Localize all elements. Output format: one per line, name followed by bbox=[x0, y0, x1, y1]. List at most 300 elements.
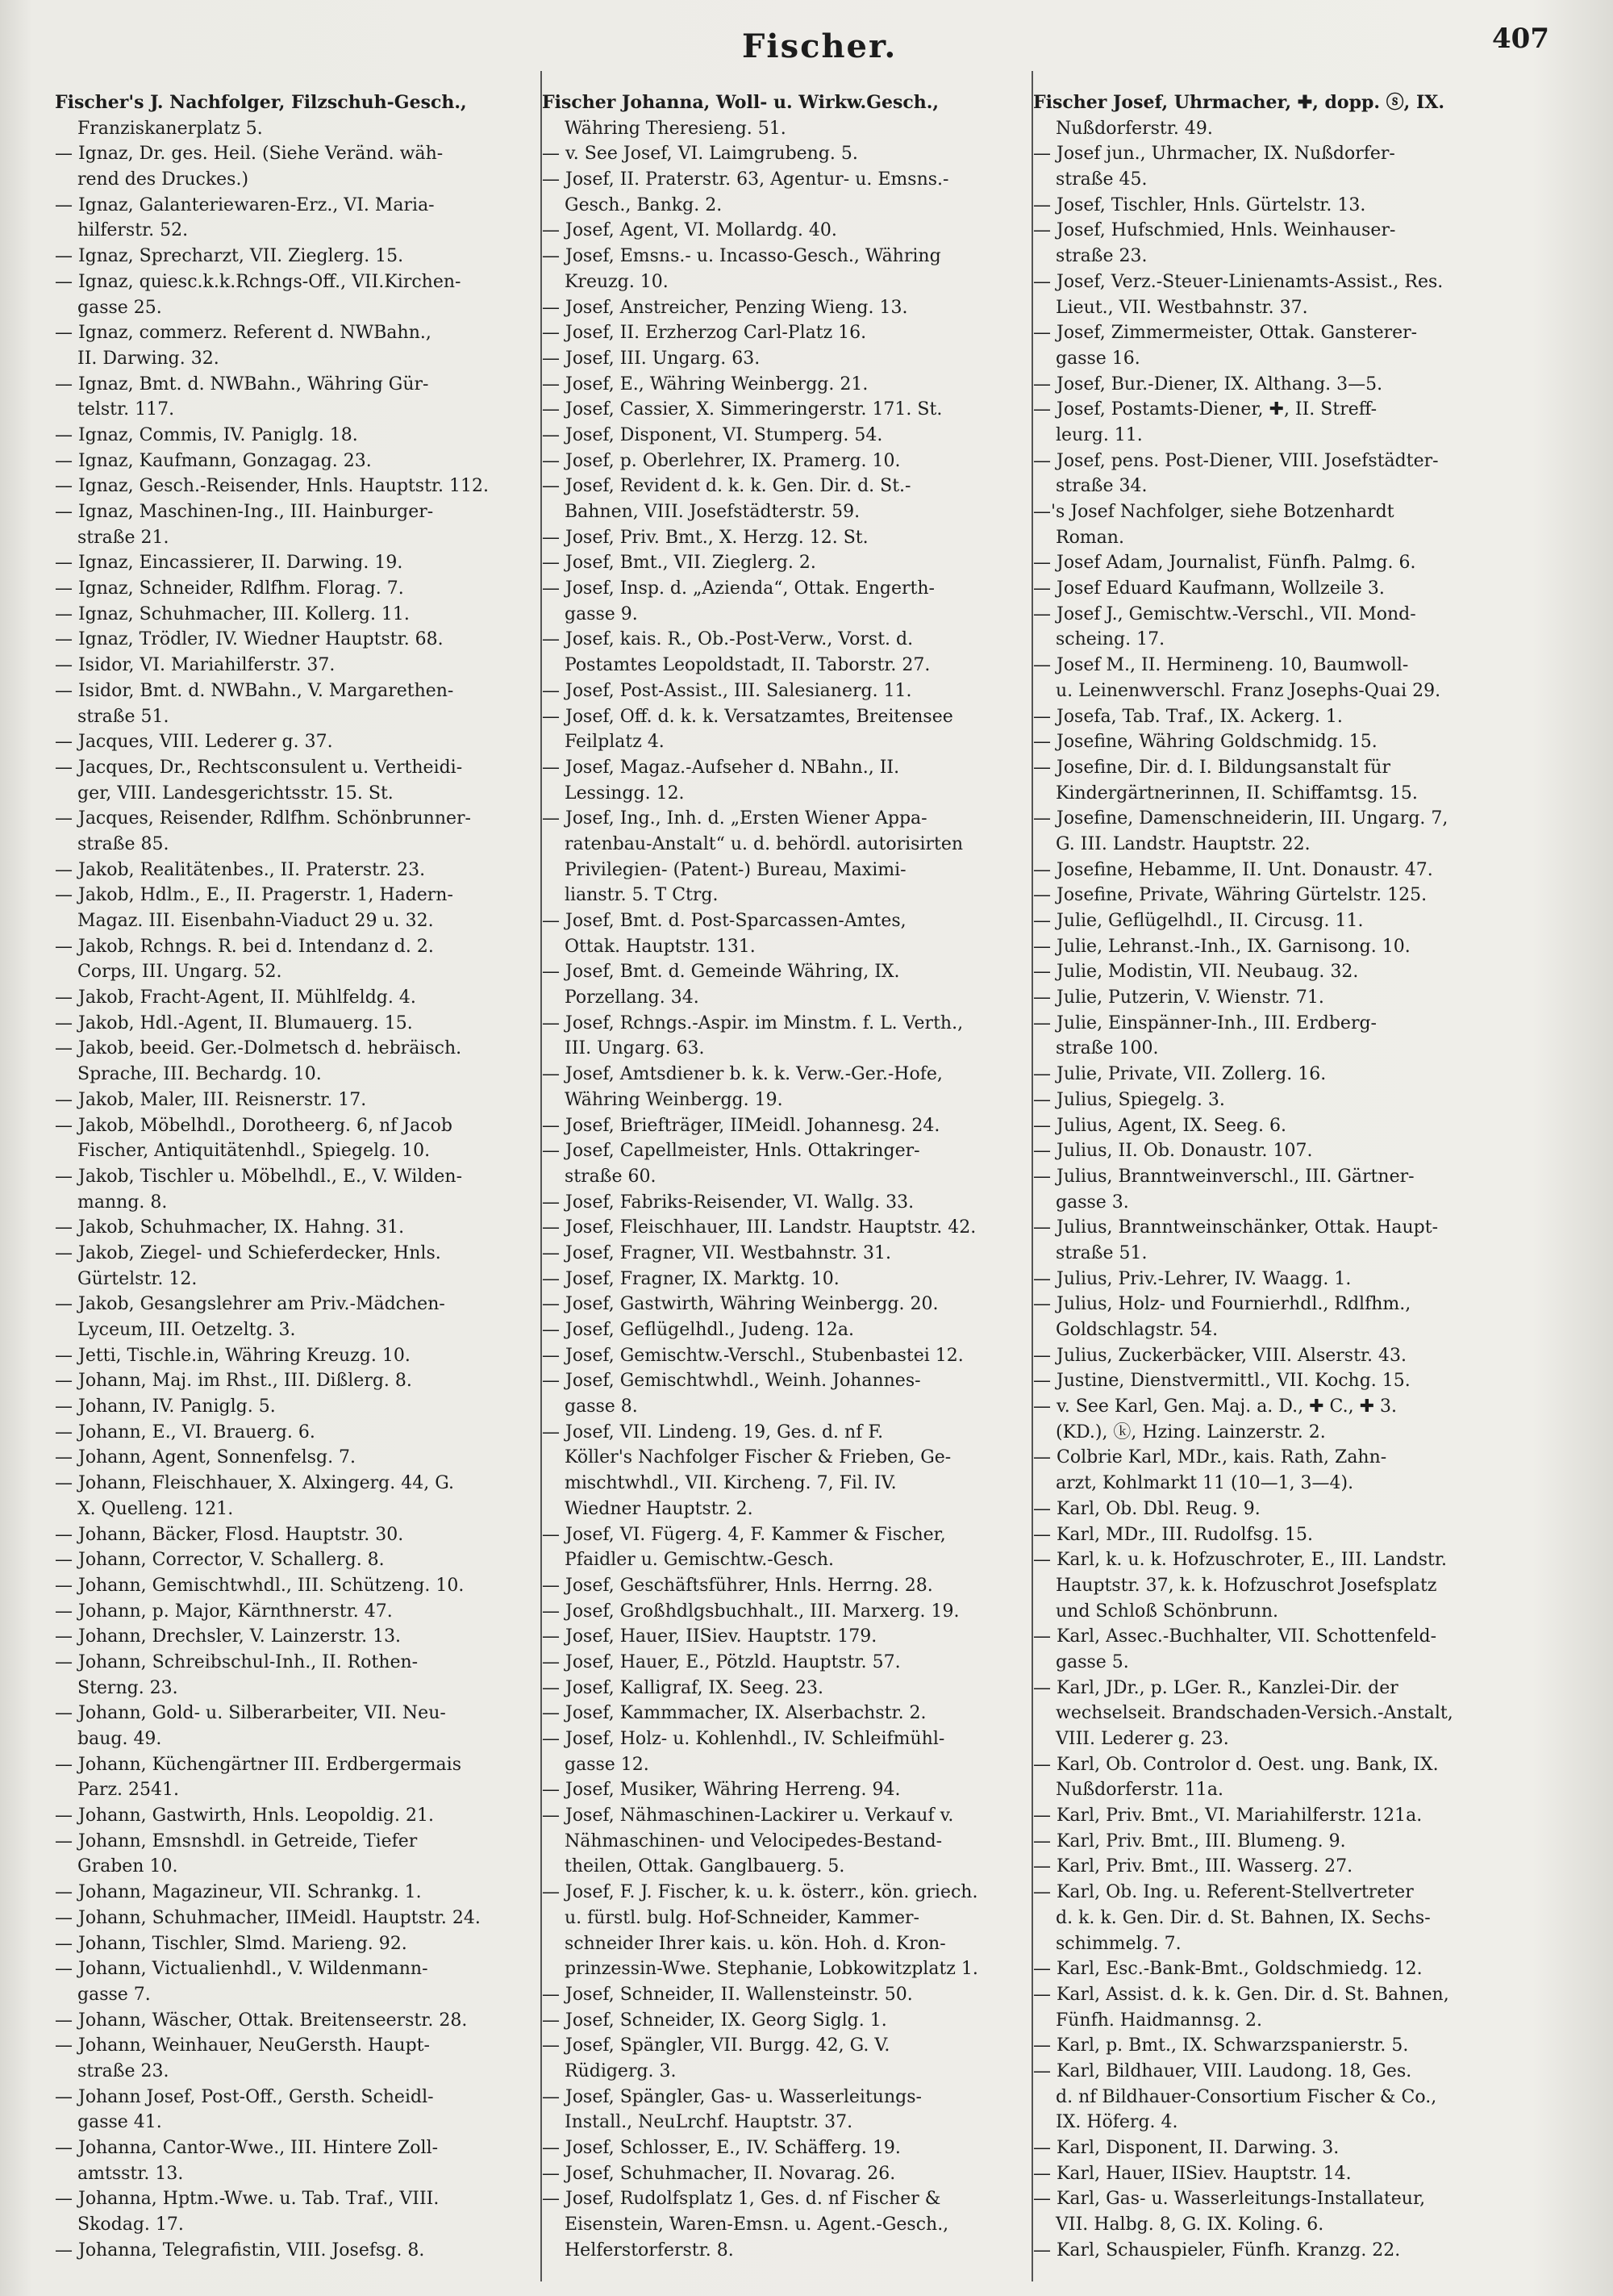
directory-entry bbox=[542, 1190, 1032, 1216]
entry-line: prinzessin-Wwe. Stephanie, Lobkowitzplatz 1. bbox=[565, 1959, 978, 1980]
entry-line: X. Quelleng. 121. bbox=[77, 1498, 234, 1519]
directory-entry bbox=[542, 1062, 1032, 1113]
entry-line: Skodag. 17. bbox=[77, 2215, 184, 2235]
entry-line: — Karl, k. u. k. Hofzuschroter, E., III. Landstr. bbox=[1033, 1550, 1447, 1571]
entry-line: — Josef, Insp. d. „Azienda“, Ottak. Engerth- bbox=[542, 578, 935, 599]
entry-line: Fischer's J. Nachfolger, Filzschuh-Gesch., bbox=[55, 92, 467, 113]
directory-entry bbox=[55, 1471, 543, 1522]
directory-entry bbox=[542, 218, 1032, 244]
directory-entry bbox=[55, 1547, 543, 1573]
directory-entry bbox=[542, 167, 1032, 218]
entry-line: — Ignaz, Schuhmacher, III. Kollerg. 11. bbox=[55, 603, 410, 624]
entry-line: Sterng. 23. bbox=[77, 1677, 178, 1698]
entry-line: — Karl, Priv. Bmt., III. Blumeng. 9. bbox=[1033, 1831, 1346, 1851]
entry-line: Lessingg. 12. bbox=[565, 783, 685, 804]
entry-line: Gürtelstr. 12. bbox=[77, 1268, 198, 1289]
directory-entry bbox=[542, 1573, 1032, 1599]
entry-line: — Jakob, Möbelhdl., Dorotheerg. 6, nf Jacob bbox=[55, 1115, 452, 1136]
directory-entry bbox=[542, 755, 1032, 806]
entry-line: — Karl, Ob. Dbl. Reug. 9. bbox=[1033, 1498, 1261, 1519]
entry-line: und Schloß Schönbrunn. bbox=[1056, 1601, 1279, 1622]
entry-line: Sprache, III. Bechardg. 10. bbox=[77, 1064, 322, 1085]
entry-line: ger, VIII. Landesgerichtsstr. 15. St. bbox=[77, 783, 394, 804]
directory-entry bbox=[55, 1087, 543, 1113]
directory-entry bbox=[1033, 1982, 1527, 2033]
directory-entry bbox=[1033, 576, 1527, 602]
entry-line: — Josefine, Dir. d. I. Bildungsanstalt für bbox=[1033, 757, 1390, 778]
entry-line: — Josef, Rudolfsplatz 1, Ges. d. nf Fischer & bbox=[542, 2189, 941, 2210]
entry-line: — Josef, Emsns.- u. Incasso-Gesch., Währing bbox=[542, 246, 941, 267]
entry-line: — Isidor, Bmt. d. NWBahn., V. Margarethen- bbox=[55, 680, 454, 701]
entry-line: — Josef, Gemischtwhdl., Weinh. Johannes- bbox=[542, 1371, 921, 1392]
directory-entry bbox=[55, 1215, 543, 1241]
entry-line: Helferstorferstr. 8. bbox=[565, 2240, 734, 2261]
directory-entry bbox=[55, 729, 543, 755]
directory-entry bbox=[1033, 1164, 1527, 1215]
entry-line: Fischer, Antiquitätenhdl., Spiegelg. 10. bbox=[77, 1141, 431, 1162]
directory-entry bbox=[55, 1343, 543, 1369]
entry-line: — Josefine, Hebamme, II. Unt. Donaustr. 47. bbox=[1033, 859, 1433, 880]
directory-entry bbox=[542, 678, 1032, 704]
entry-line: — Johann, Weinhauer, NeuGersth. Haupt- bbox=[55, 2035, 430, 2056]
entry-line: arzt, Kohlmarkt 11 (10—1, 3—4). bbox=[1056, 1473, 1354, 1494]
directory-entry bbox=[55, 1880, 543, 1906]
entry-line: Lyceum, III. Oetzeltg. 3. bbox=[77, 1320, 296, 1340]
entry-line: — Johann, E., VI. Brauerg. 6. bbox=[55, 1421, 315, 1442]
entry-line: — Ignaz, quiesc.k.k.Rchngs-Off., VII.Kirchen- bbox=[55, 271, 461, 292]
entry-line: — Jakob, Ziegel- und Schieferdecker, Hnls. bbox=[55, 1242, 441, 1263]
entry-line: — v. See Karl, Gen. Maj. a. D., ✚ C., ✚ 3. bbox=[1033, 1396, 1397, 1417]
directory-entry bbox=[55, 423, 543, 449]
entry-line: Ottak. Hauptstr. 131. bbox=[565, 936, 756, 957]
directory-entry bbox=[55, 320, 543, 371]
entry-line: — Karl, Bildhauer, VIII. Laudong. 18, Ges. bbox=[1033, 2060, 1412, 2081]
entry-line: — Josef, VII. Lindeng. 19, Ges. d. nf F. bbox=[542, 1421, 884, 1442]
directory-entry bbox=[542, 1138, 1032, 1189]
directory-entry bbox=[1033, 397, 1527, 448]
entry-line: leurg. 11. bbox=[1056, 424, 1143, 445]
entry-line: straße 34. bbox=[1056, 476, 1148, 497]
directory-entry bbox=[1033, 550, 1527, 576]
entry-line: — Josef, Agent, VI. Mollardg. 40. bbox=[542, 220, 837, 241]
directory-entry bbox=[55, 1956, 543, 2007]
entry-line: — Jakob, Hdlm., E., II. Pragerstr. 1, Hadern- bbox=[55, 885, 453, 906]
directory-entry bbox=[542, 908, 1032, 959]
entry-line: wechselseit. Brandschaden-Versich.-Anstalt, bbox=[1056, 1703, 1453, 1724]
entry-line: d. k. k. Gen. Dir. d. St. Bahnen, IX. Sechs- bbox=[1056, 1907, 1431, 1928]
entry-line: — Jakob, Fracht-Agent, II. Mühlfeldg. 4. bbox=[55, 987, 416, 1008]
directory-entry bbox=[55, 1650, 543, 1701]
directory-entry bbox=[1033, 1803, 1527, 1829]
entry-line: — Josefine, Private, Währing Gürtelstr. 125. bbox=[1033, 885, 1428, 906]
directory-entry bbox=[1033, 1267, 1527, 1292]
directory-entry bbox=[55, 269, 543, 320]
entry-line: — Julius, Agent, IX. Seeg. 6. bbox=[1033, 1115, 1286, 1136]
directory-entry bbox=[55, 1803, 543, 1829]
entry-line: — Josef, Musiker, Währing Herreng. 94. bbox=[542, 1780, 901, 1801]
entry-line: Install., NeuLrchf. Hauptstr. 37. bbox=[565, 2112, 853, 2133]
entry-line: Magaz. III. Eisenbahn-Viaduct 29 u. 32. bbox=[77, 911, 434, 931]
directory-entry bbox=[1033, 1343, 1527, 1369]
entry-line: — Josef, Bmt. d. Gemeinde Währing, IX. bbox=[542, 962, 900, 983]
directory-entry bbox=[55, 985, 543, 1011]
entry-line: Bahnen, VIII. Josefstädterstr. 59. bbox=[565, 502, 861, 522]
directory-entry bbox=[1033, 602, 1527, 653]
directory-entry bbox=[55, 1292, 543, 1342]
directory-entry bbox=[1033, 1368, 1527, 1394]
entry-line: — Julie, Putzerin, V. Wienstr. 71. bbox=[1033, 987, 1324, 1008]
entry-line: Hauptstr. 37, k. k. Hofzuschrot Josefsplatz bbox=[1056, 1575, 1437, 1596]
entry-line: — Jakob, Hdl.-Agent, II. Blumauerg. 15. bbox=[55, 1012, 413, 1033]
directory-entry bbox=[55, 1829, 543, 1880]
directory-entry bbox=[1033, 1011, 1527, 1062]
directory-entry bbox=[55, 499, 543, 550]
entry-line: — Jakob, Schuhmacher, IX. Hahng. 31. bbox=[55, 1217, 405, 1238]
column-1 bbox=[55, 90, 543, 2277]
entry-line: — Josef, Priv. Bmt., X. Herzg. 12. St. bbox=[542, 527, 869, 548]
entry-line: — Julius, Spiegelg. 3. bbox=[1033, 1089, 1225, 1110]
directory-entry bbox=[542, 372, 1032, 398]
directory-entry bbox=[542, 525, 1032, 551]
entry-line: (KD.), ⓚ, Hzing. Lainzerstr. 2. bbox=[1056, 1421, 1326, 1442]
entry-line: — Josef, Bur.-Diener, IX. Althang. 3—5. bbox=[1033, 374, 1383, 394]
entry-line: — Johann Josef, Post-Off., Gersth. Scheidl- bbox=[55, 2086, 434, 2107]
entry-line: Köller's Nachfolger Fischer & Frieben, Ge- bbox=[565, 1447, 952, 1468]
entry-line: — Josef, Amtsdiener b. k. k. Verw.-Ger.-Hofe, bbox=[542, 1064, 943, 1085]
entry-line: straße 45. bbox=[1056, 169, 1148, 190]
entry-line: — Julie, Modistin, VII. Neubaug. 32. bbox=[1033, 962, 1359, 983]
entry-line: scheing. 17. bbox=[1056, 629, 1165, 650]
entry-line: — Johann, Maj. im Rhst., III. Dißlerg. 8. bbox=[55, 1371, 412, 1392]
directory-entry bbox=[1033, 1956, 1527, 1982]
entry-line: — Josef, Anstreicher, Penzing Wieng. 13. bbox=[542, 297, 908, 318]
entry-line: Postamtes Leopoldstadt, II. Taborstr. 27. bbox=[565, 655, 931, 676]
directory-entry bbox=[1033, 1547, 1527, 1624]
entry-line: — Josef, Zimmermeister, Ottak. Gansterer- bbox=[1033, 323, 1418, 344]
directory-entry bbox=[542, 1880, 1032, 1982]
entry-line: — Josef, Nähmaschinen-Lackirer u. Verkauf v. bbox=[542, 1805, 954, 1826]
entry-line: — Josef, VI. Fügerg. 4, F. Kammer & Fischer, bbox=[542, 1524, 946, 1545]
entry-line: — Karl, Disponent, II. Darwing. 3. bbox=[1033, 2138, 1340, 2158]
directory-entry bbox=[55, 1241, 543, 1292]
column-2 bbox=[542, 90, 1032, 2277]
directory-entry bbox=[55, 883, 543, 933]
entry-line: Pfaidler u. Gemischtw.-Gesch. bbox=[565, 1550, 835, 1571]
entry-line: — Josef, Spängler, VII. Burgg. 42, G. V. bbox=[542, 2035, 890, 2056]
directory-entry bbox=[1033, 1829, 1527, 1855]
entry-line: — Josef, Holz- u. Kohlenhdl., IV. Schleifmühl- bbox=[542, 1729, 945, 1749]
directory-entry bbox=[1033, 1062, 1527, 1087]
directory-entry bbox=[542, 474, 1032, 524]
entry-line: — Josef Adam, Journalist, Fünfh. Palmg. 6. bbox=[1033, 553, 1416, 574]
directory-entry bbox=[55, 1445, 543, 1471]
directory-entry bbox=[55, 2238, 543, 2264]
entry-line: baug. 49. bbox=[77, 1729, 162, 1749]
entry-line: — Johann, Emsnshdl. in Getreide, Tiefer bbox=[55, 1831, 418, 1851]
entry-line: — Karl, Priv. Bmt., III. Wasserg. 27. bbox=[1033, 1856, 1353, 1877]
entry-line: rend des Druckes.) bbox=[77, 169, 249, 190]
directory-entry bbox=[1033, 1394, 1527, 1445]
entry-line: — Julius, Holz- und Fournierhdl., Rdlfhm., bbox=[1033, 1294, 1411, 1315]
directory-entry bbox=[542, 1982, 1032, 2008]
directory-entry bbox=[55, 2186, 543, 2237]
entry-line: — Josef, Bmt., VII. Zieglerg. 2. bbox=[542, 553, 816, 574]
entry-line: Parz. 2541. bbox=[77, 1780, 180, 1801]
directory-entry bbox=[542, 1701, 1032, 1726]
entry-line: — Josef, II. Praterstr. 63, Agentur- u. Emsns.- bbox=[542, 169, 949, 190]
entry-line: — Karl, Ob. Controlor d. Oest. ung. Bank, IX. bbox=[1033, 1754, 1439, 1775]
directory-entry bbox=[55, 372, 543, 423]
entry-line: — Karl, Assist. d. k. k. Gen. Dir. d. St. Bahnen, bbox=[1033, 1984, 1449, 2005]
entry-line: — Karl, Esc.-Bank-Bmt., Goldschmiedg. 12. bbox=[1033, 1959, 1423, 1980]
entry-line: II. Darwing. 32. bbox=[77, 348, 219, 369]
entry-line: ratenbau-Anstalt“ u. d. behördl. autorisirten bbox=[565, 833, 964, 854]
directory-entry bbox=[542, 2186, 1032, 2263]
entry-line: Fischer Johanna, Woll- u. Wirkw.Gesch., bbox=[542, 92, 940, 113]
directory-entry bbox=[542, 1113, 1032, 1139]
directory-entry bbox=[1033, 141, 1527, 192]
directory-entry bbox=[1033, 269, 1527, 320]
entry-line: — Josef, Magaz.-Aufseher d. NBahn., II. bbox=[542, 757, 900, 778]
entry-line: —'s Josef Nachfolger, siehe Botzenhardt bbox=[1033, 502, 1394, 522]
directory-entry bbox=[542, 1726, 1032, 1777]
entry-line: Nähmaschinen- und Velocipedes-Bestand- bbox=[565, 1831, 943, 1851]
directory-entry bbox=[542, 1803, 1032, 1880]
entry-line: — Josef, Tischler, Hnls. Gürtelstr. 13. bbox=[1033, 194, 1366, 215]
entry-line: — Josef, Off. d. k. k. Versatzamtes, Breitensee bbox=[542, 706, 953, 727]
entry-line: — Josefine, Währing Goldschmidg. 15. bbox=[1033, 732, 1378, 753]
directory-entry bbox=[55, 806, 543, 857]
entry-line: — Jacques, Dr., Rechtsconsulent u. Vertheidi- bbox=[55, 757, 463, 778]
directory-entry bbox=[542, 1777, 1032, 1803]
directory-entry bbox=[55, 141, 543, 192]
entry-line: — Josef, Hauer, IISiev. Hauptstr. 179. bbox=[542, 1626, 877, 1647]
directory-entry bbox=[55, 627, 543, 653]
directory-entry bbox=[542, 295, 1032, 321]
page-number: 407 bbox=[1492, 23, 1549, 55]
entry-line: Feilplatz 4. bbox=[565, 732, 665, 753]
entry-line: straße 23. bbox=[1056, 246, 1148, 267]
entry-line: — Josef, III. Ungarg. 63. bbox=[542, 348, 761, 369]
directory-entry bbox=[542, 90, 1032, 141]
entry-line: — Julie, Geflügelhdl., II. Circusg. 11. bbox=[1033, 911, 1364, 931]
entry-line: gasse 8. bbox=[565, 1396, 638, 1417]
directory-entry bbox=[542, 2033, 1032, 2084]
directory-entry bbox=[55, 1011, 543, 1037]
directory-entry bbox=[542, 1241, 1032, 1267]
entry-line: — Josef jun., Uhrmacher, IX. Nußdorfer- bbox=[1033, 144, 1395, 165]
directory-entry bbox=[55, 2008, 543, 2034]
entry-line: — Jakob, Gesangslehrer am Priv.-Mädchen- bbox=[55, 1294, 445, 1315]
entry-line: — Josefa, Tab. Traf., IX. Ackerg. 1. bbox=[1033, 706, 1343, 727]
entry-line: III. Ungarg. 63. bbox=[565, 1038, 705, 1059]
entry-line: Währing Theresieng. 51. bbox=[565, 118, 786, 139]
directory-entry bbox=[542, 449, 1032, 474]
entry-line: — Johann, Victualienhdl., V. Wildenmann- bbox=[55, 1959, 428, 1980]
directory-entry bbox=[542, 397, 1032, 423]
entry-line: theilen, Ottak. Ganglbauerg. 5. bbox=[565, 1856, 845, 1877]
entry-line: — Josef, Disponent, VI. Stumperg. 54. bbox=[542, 424, 883, 445]
entry-line: — Ignaz, Eincassierer, II. Darwing. 19. bbox=[55, 553, 403, 574]
directory-entry bbox=[542, 1368, 1032, 1419]
entry-line: — Josef J., Gemischtw.-Verschl., VII. Mond- bbox=[1033, 603, 1416, 624]
entry-line: — Jakob, Realitätenbes., II. Praterstr. 23. bbox=[55, 859, 426, 880]
entry-line: Gesch., Bankg. 2. bbox=[565, 194, 723, 215]
directory-entry bbox=[55, 1752, 543, 1803]
directory-entry bbox=[55, 678, 543, 729]
entry-line: — Josef, II. Erzherzog Carl-Platz 16. bbox=[542, 323, 867, 344]
entry-line: — Karl, JDr., p. LGer. R., Kanzlei-Dir. der bbox=[1033, 1677, 1398, 1698]
entry-line: — Johann, Fleischhauer, X. Alxingerg. 44, G. bbox=[55, 1473, 454, 1494]
entry-line: — Julius, Priv.-Lehrer, IV. Waagg. 1. bbox=[1033, 1268, 1352, 1289]
directory-entry bbox=[55, 1906, 543, 1931]
entry-line: — Josef, Spängler, Gas- u. Wasserleitungs- bbox=[542, 2086, 922, 2107]
entry-line: — Ignaz, commerz. Referent d. NWBahn., bbox=[55, 323, 431, 344]
directory-entry bbox=[542, 1624, 1032, 1650]
directory-entry bbox=[542, 1650, 1032, 1676]
entry-line: gasse 41. bbox=[77, 2112, 162, 2133]
directory-entry bbox=[542, 2008, 1032, 2034]
entry-line: — Colbrie Karl, MDr., kais. Rath, Zahn- bbox=[1033, 1447, 1387, 1468]
entry-line: gasse 25. bbox=[77, 297, 162, 318]
entry-line: telstr. 117. bbox=[77, 399, 175, 420]
directory-entry bbox=[542, 550, 1032, 576]
page-title: Fischer. bbox=[742, 27, 898, 65]
directory-entry bbox=[1033, 193, 1527, 219]
entry-line: — Josef, Postamts-Diener, ✚, II. Streff- bbox=[1033, 399, 1378, 420]
directory-entry bbox=[55, 1394, 543, 1420]
entry-line: — Julius, Zuckerbäcker, VIII. Alserstr. 43. bbox=[1033, 1345, 1407, 1366]
entry-line: Roman. bbox=[1056, 527, 1124, 548]
entry-line: — Johann, Schuhmacher, IIMeidl. Hauptstr. 24. bbox=[55, 1907, 481, 1928]
entry-line: — Josef, Schuhmacher, II. Novarag. 26. bbox=[542, 2163, 896, 2184]
entry-line: gasse 7. bbox=[77, 1984, 151, 2005]
entry-line: IX. Höferg. 4. bbox=[1056, 2112, 1178, 2133]
entry-line: — Johann, Magazineur, VII. Schrankg. 1. bbox=[55, 1882, 422, 1903]
entry-line: Rüdigerg. 3. bbox=[565, 2060, 677, 2081]
column-3 bbox=[1033, 90, 1527, 2277]
entry-line: — Johann, Gold- u. Silberarbeiter, VII. Neu- bbox=[55, 1703, 446, 1724]
entry-line: d. nf Bildhauer-Consortium Fischer & Co., bbox=[1056, 2086, 1437, 2107]
entry-line: — Josef, Bmt. d. Post-Sparcassen-Amtes, bbox=[542, 911, 907, 931]
entry-line: straße 51. bbox=[77, 706, 169, 727]
directory-entry bbox=[55, 1931, 543, 1957]
entry-line: — Julius, Branntweinverschl., III. Gärtner- bbox=[1033, 1166, 1415, 1187]
entry-line: — Karl, Gas- u. Wasserleitungs-Installateur, bbox=[1033, 2189, 1426, 2210]
directory-entry bbox=[542, 1420, 1032, 1522]
entry-line: — Ignaz, Dr. ges. Heil. (Siehe Veränd. wäh- bbox=[55, 144, 444, 165]
directory-entry bbox=[55, 1164, 543, 1215]
directory-entry bbox=[1033, 1522, 1527, 1548]
entry-line: — Josef, Geschäftsführer, Hnls. Herrng. 28. bbox=[542, 1575, 933, 1596]
directory-entry bbox=[542, 959, 1032, 1010]
entry-line: — Johanna, Hptm.-Wwe. u. Tab. Traf., VIII. bbox=[55, 2189, 440, 2210]
entry-line: — Johann, Bäcker, Flosd. Hauptstr. 30. bbox=[55, 1524, 404, 1545]
entry-line: — v. See Josef, VI. Laimgrubeng. 5. bbox=[542, 144, 858, 165]
directory-entry bbox=[55, 550, 543, 576]
directory-entry bbox=[1033, 908, 1527, 934]
entry-line: — Josef, Schlosser, E., IV. Schäfferg. 19. bbox=[542, 2138, 901, 2158]
directory-entry bbox=[1033, 1138, 1527, 1164]
entry-line: — Julie, Einspänner-Inh., III. Erdberg- bbox=[1033, 1012, 1377, 1033]
entry-line: VII. Halbg. 8, G. IX. Koling. 6. bbox=[1056, 2215, 1324, 2235]
directory-entry bbox=[55, 244, 543, 269]
entry-line: straße 51. bbox=[1056, 1242, 1148, 1263]
directory-entry bbox=[55, 1420, 543, 1446]
entry-line: — Jacques, VIII. Lederer g. 37. bbox=[55, 732, 333, 753]
directory-entry bbox=[542, 2135, 1032, 2161]
directory-entry bbox=[1033, 372, 1527, 398]
entry-line: — Johann, Schreibschul-Inh., II. Rothen- bbox=[55, 1651, 419, 1672]
directory-entry bbox=[1033, 1752, 1527, 1803]
entry-line: — Karl, Priv. Bmt., VI. Mariahilferstr. 121a. bbox=[1033, 1805, 1423, 1826]
entry-line: gasse 5. bbox=[1056, 1651, 1129, 1672]
directory-entry bbox=[542, 1676, 1032, 1701]
directory-entry bbox=[542, 576, 1032, 627]
directory-entry bbox=[1033, 755, 1527, 806]
directory-entry bbox=[55, 1036, 543, 1087]
entry-line: gasse 12. bbox=[565, 1754, 649, 1775]
entry-line: — Josef, Briefträger, IIMeidl. Johannesg. 24. bbox=[542, 1115, 940, 1136]
directory-entry bbox=[542, 2085, 1032, 2135]
entry-line: Franziskanerplatz 5. bbox=[77, 118, 263, 139]
directory-entry bbox=[1033, 934, 1527, 960]
directory-entry bbox=[542, 141, 1032, 167]
entry-line: — Josef, Fleischhauer, III. Landstr. Hauptstr. 42. bbox=[542, 1217, 977, 1238]
entry-line: gasse 16. bbox=[1056, 348, 1140, 369]
entry-line: — Ignaz, Trödler, IV. Wiedner Hauptstr. 68. bbox=[55, 629, 444, 650]
entry-line: — Josef, Kammmacher, IX. Alserbachstr. 2. bbox=[542, 1703, 927, 1724]
entry-line: — Johann, Gemischtwhdl., III. Schützeng. 10. bbox=[55, 1575, 465, 1596]
directory-entry bbox=[542, 1292, 1032, 1317]
entry-line: — Ignaz, Bmt. d. NWBahn., Währing Gür- bbox=[55, 374, 429, 394]
entry-line: — Josef, Großhdlgsbuchhalt., III. Marxerg. 19. bbox=[542, 1601, 960, 1622]
entry-line: — Josef, Verz.-Steuer-Linienamts-Assist., Res. bbox=[1033, 271, 1444, 292]
entry-line: straße 100. bbox=[1056, 1038, 1159, 1059]
directory-entry bbox=[1033, 1087, 1527, 1113]
directory-entry bbox=[542, 1267, 1032, 1292]
entry-line: — Josef, E., Währing Weinbergg. 21. bbox=[542, 374, 869, 394]
entry-line: — Josef, Schneider, II. Wallensteinstr. 50. bbox=[542, 1984, 913, 2005]
directory-entry bbox=[1033, 1292, 1527, 1342]
entry-line: Wiedner Hauptstr. 2. bbox=[565, 1498, 753, 1519]
entry-line: — Josef, p. Oberlehrer, IX. Pramerg. 10. bbox=[542, 450, 901, 471]
directory-entry bbox=[1033, 499, 1527, 550]
entry-line: — Josef Eduard Kaufmann, Wollzeile 3. bbox=[1033, 578, 1385, 599]
entry-line: — Josef, Fabriks-Reisender, VI. Wallg. 33. bbox=[542, 1192, 915, 1213]
directory-entry bbox=[55, 1624, 543, 1650]
entry-line: straße 85. bbox=[77, 833, 169, 854]
entry-line: schimmelg. 7. bbox=[1056, 1933, 1182, 1954]
entry-line: gasse 9. bbox=[565, 603, 638, 624]
directory-entry bbox=[1033, 729, 1527, 755]
entry-line: lianstr. 5. T Ctrg. bbox=[565, 885, 719, 906]
entry-line: — Johanna, Cantor-Wwe., III. Hintere Zoll- bbox=[55, 2138, 439, 2158]
entry-line: — Josef, Capellmeister, Hnls. Ottakringer- bbox=[542, 1141, 920, 1162]
directory-entry bbox=[542, 2161, 1032, 2187]
directory-entry bbox=[1033, 2135, 1527, 2161]
entry-line: — Johann, Agent, Sonnenfelsg. 7. bbox=[55, 1447, 356, 1468]
entry-line: — Josef, Cassier, X. Simmeringerstr. 171. St. bbox=[542, 399, 943, 420]
directory-entry bbox=[1033, 858, 1527, 883]
entry-line: — Johann, Gastwirth, Hnls. Leopoldig. 21. bbox=[55, 1805, 434, 1826]
entry-line: straße 23. bbox=[77, 2060, 169, 2081]
directory-entry bbox=[542, 244, 1032, 294]
entry-line: — Johann, Küchengärtner III. Erdbergermais bbox=[55, 1754, 461, 1775]
directory-entry bbox=[1033, 2186, 1527, 2237]
entry-line: — Ignaz, Commis, IV. Paniglg. 18. bbox=[55, 424, 358, 445]
directory-entry bbox=[55, 934, 543, 985]
